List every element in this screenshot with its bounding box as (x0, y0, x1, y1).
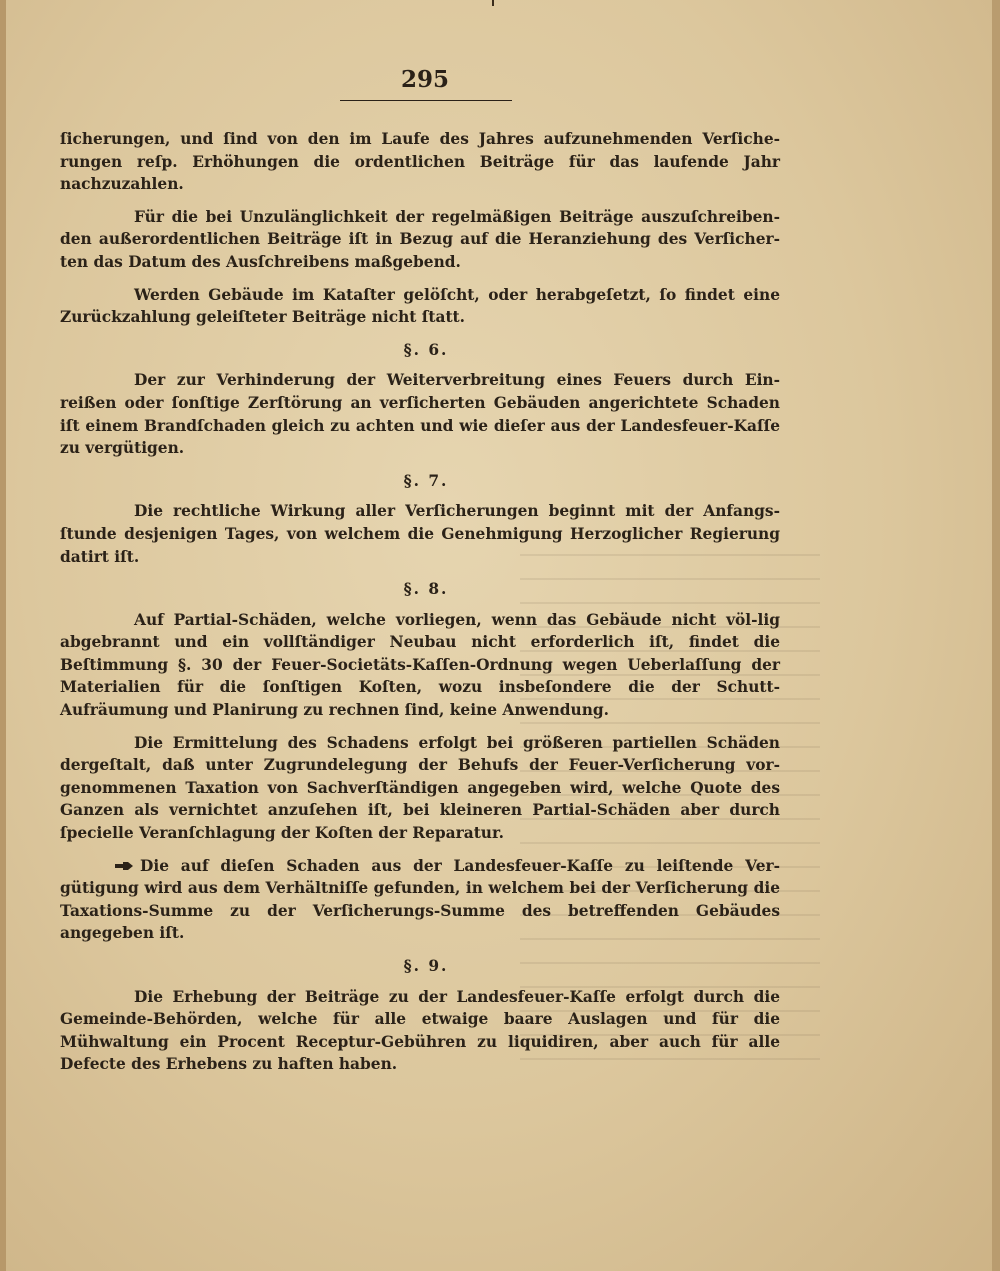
section-heading: §. 7. (403, 471, 449, 490)
paragraph: Auf Partial-Schäden, welche vorliegen, wenn das Gebäude nicht völ-lig abgebrannt und ein vollſtändiger Neubau nicht erforderlich iſt, findet die Beſtimmung §. 30 der Feuer-Societäts-Kaſſen-Ordnung wegen Ueberlaſſung der Materialien für die ſonſtigen Koſten, wozu insbeſondere die der Schutt-Aufräumung und Planirung zu rechnen ſind, keine Anwendung. (60, 610, 780, 720)
paragraph-with-marker (60, 855, 780, 945)
page-number: 295 (400, 66, 449, 93)
page-number-rule (340, 100, 512, 101)
section-heading: §. 9. (403, 957, 449, 975)
paragraph: Der zur Verhinderung der Weiterverbreitung eines Feuers durch Ein-reißen oder ſonſtige Zerſtörung an verſicherten Gebäuden angerichtete Schaden iſt einem Brandſchaden gleich zu achten und wie dieſer aus der Landesfeuer-Kaſſe zu vergütigen. (60, 371, 780, 458)
paragraph: Werden Gebäude im Kataſter gelöſcht, oder herabgeſetzt, ſo findet eine Zurückzahlung geleiſteter Beiträge nicht ſtatt. (60, 285, 780, 327)
paragraph: Die Erhebung der Beiträge zu der Landesfeuer-Kaſſe erfolgt durch die Gemeinde-Behörden, welche für alle etwaige baare Auslagen und für die Mühwaltung ein Procent Receptur-Gebühren zu liquidiren, aber auch für alle Defecte des Erhebens zu haften haben. (60, 987, 780, 1074)
paragraph: Für die bei Unzulänglichkeit der regelmäßigen Beiträge auszuſchreiben-den außerordentlichen Beiträge iſt in Bezug auf die Heranziehung des Verſicher-ten das Datum des Ausſchreibens maßgebend. (60, 207, 780, 271)
page-edge-left (0, 0, 6, 1271)
document-body (60, 128, 780, 1086)
section-heading: §. 8. (403, 580, 449, 599)
page-edge-right (992, 0, 1000, 1271)
paragraph: Die Ermittelung des Schadens erfolgt bei größeren partiellen Schäden dergeſtalt, daß unter Zugrundelegung der Behufs der Feuer-Verſicherung vor-genommenen Taxation von Sachverſtändigen angegeben wird, welche Quote des Ganzen als vernichtet anzuſehen iſt, bei kleineren Partial-Schäden aber durch ſpecielle Veranſchlagung der Koſten der Reparatur. (60, 733, 780, 843)
paragraph-text: Die auf dieſen Schaden aus der Landesfeuer-Kaſſe zu leiſtende Ver-gütigung wird aus dem Verhältniſſe gefunden, in welchem bei der Verſicherung die Taxations-Summe zu der Verſicherungs-Summe des betreffenden Gebäudes angegeben iſt. (60, 856, 780, 943)
top-edge-mark (492, 0, 494, 6)
paragraph: Die rechtliche Wirkung aller Verſicherungen beginnt mit der Anfangs-ſtunde desjenigen Tages, von welchem die Genehmigung Herzoglicher Regierung datirt iſt. (60, 502, 780, 566)
paragraph: ſicherungen, und ſind von den im Laufe des Jahres aufzunehmenden Verſiche-rungen reſp. Erhöhungen die ordentlichen Beiträge für das laufende Jahr nachzuzahlen. (60, 130, 780, 194)
pointing-hand-icon (114, 860, 134, 872)
section-heading: §. 6. (403, 340, 449, 359)
